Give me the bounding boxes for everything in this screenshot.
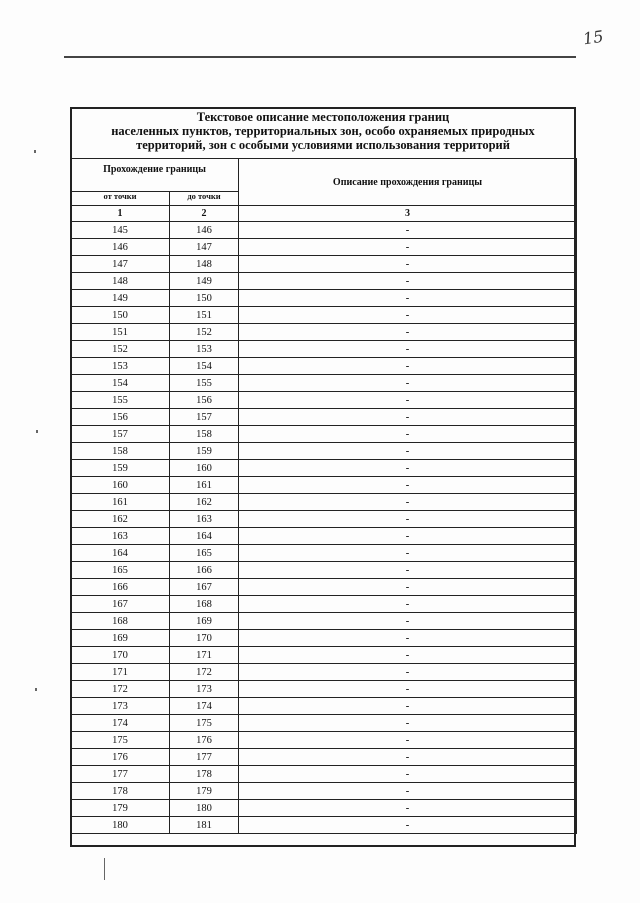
from-point-cell: 168 (71, 613, 170, 630)
description-cell: - (239, 732, 577, 749)
to-point-cell: 175 (170, 715, 239, 732)
table-row (71, 256, 577, 273)
from-point-cell: 167 (71, 596, 170, 613)
to-point-cell: 178 (170, 766, 239, 783)
description-cell: - (239, 375, 577, 392)
table-row (71, 681, 577, 698)
to-point-cell: 164 (170, 528, 239, 545)
description-cell: - (239, 766, 577, 783)
table-row (71, 545, 577, 562)
table-row (71, 766, 577, 783)
description-cell: - (239, 528, 577, 545)
to-point-cell: 157 (170, 409, 239, 426)
from-point-cell: 153 (71, 358, 170, 375)
title-line: Текстовое описание местоположения границ (196, 110, 450, 124)
table-row (71, 375, 577, 392)
description-cell: - (239, 630, 577, 647)
from-point-cell: 161 (71, 494, 170, 511)
from-point-cell: 176 (71, 749, 170, 766)
table-row (71, 273, 577, 290)
description-cell: - (239, 596, 577, 613)
to-point-cell: 174 (170, 698, 239, 715)
description-cell: - (239, 290, 577, 307)
from-point-cell: 180 (71, 817, 170, 834)
description-cell: - (239, 664, 577, 681)
table-row (71, 307, 577, 324)
table-row (71, 783, 577, 800)
table-row (71, 596, 577, 613)
to-point-cell: 169 (170, 613, 239, 630)
description-cell: - (239, 256, 577, 273)
to-point-cell: 151 (170, 307, 239, 324)
description-cell: - (239, 647, 577, 664)
description-header: Описание прохождения границы (239, 159, 577, 206)
to-point-cell: 170 (170, 630, 239, 647)
title-line: населенных пунктов, территориальных зон, особо охраняемых природных (111, 124, 535, 138)
from-point-cell: 170 (71, 647, 170, 664)
from-point-cell: 145 (71, 222, 170, 239)
to-point-cell: 165 (170, 545, 239, 562)
table-row (71, 222, 577, 239)
from-point-cell: 165 (71, 562, 170, 579)
table-row (71, 579, 577, 596)
to-point-cell: 180 (170, 800, 239, 817)
title-line: территорий, зон с особыми условиями использования территорий (136, 138, 510, 152)
table-row (71, 817, 577, 834)
to-point-cell: 158 (170, 426, 239, 443)
to-point-cell: 161 (170, 477, 239, 494)
to-point-cell: 148 (170, 256, 239, 273)
from-point-cell: 154 (71, 375, 170, 392)
description-cell: - (239, 817, 577, 834)
from-point-cell: 164 (71, 545, 170, 562)
from-point-cell: 179 (71, 800, 170, 817)
description-cell: - (239, 545, 577, 562)
from-point-cell: 147 (71, 256, 170, 273)
table-row (71, 392, 577, 409)
to-point-header: до точки (170, 192, 239, 206)
to-point-cell: 168 (170, 596, 239, 613)
description-cell: - (239, 715, 577, 732)
from-point-cell: 149 (71, 290, 170, 307)
from-point-cell: 172 (71, 681, 170, 698)
description-cell: - (239, 749, 577, 766)
to-point-cell: 162 (170, 494, 239, 511)
column-number: 3 (239, 206, 577, 222)
table-row (71, 749, 577, 766)
from-point-header: от точки (71, 192, 170, 206)
column-number: 1 (71, 206, 170, 222)
to-point-cell: 147 (170, 239, 239, 256)
description-cell: - (239, 307, 577, 324)
from-point-cell: 148 (71, 273, 170, 290)
table-row (71, 324, 577, 341)
description-cell: - (239, 460, 577, 477)
from-point-cell: 156 (71, 409, 170, 426)
description-cell: - (239, 698, 577, 715)
from-point-cell: 175 (71, 732, 170, 749)
to-point-cell: 146 (170, 222, 239, 239)
boundary-table (70, 158, 577, 834)
table-row (71, 511, 577, 528)
to-point-cell: 166 (170, 562, 239, 579)
to-point-cell: 156 (170, 392, 239, 409)
margin-scan-mark (36, 430, 38, 433)
description-cell: - (239, 579, 577, 596)
to-point-cell: 155 (170, 375, 239, 392)
description-cell: - (239, 426, 577, 443)
to-point-cell: 160 (170, 460, 239, 477)
description-cell: - (239, 477, 577, 494)
from-point-cell: 163 (71, 528, 170, 545)
to-point-cell: 172 (170, 664, 239, 681)
from-point-cell: 178 (71, 783, 170, 800)
to-point-cell: 153 (170, 341, 239, 358)
table-row (71, 477, 577, 494)
column-number: 2 (170, 206, 239, 222)
to-point-cell: 179 (170, 783, 239, 800)
to-point-cell: 163 (170, 511, 239, 528)
table-row (71, 732, 577, 749)
table-row (71, 664, 577, 681)
table-row (71, 341, 577, 358)
table-row (71, 613, 577, 630)
to-point-cell: 176 (170, 732, 239, 749)
from-point-cell: 171 (71, 664, 170, 681)
table-row (71, 358, 577, 375)
table-row (71, 715, 577, 732)
from-point-cell: 177 (71, 766, 170, 783)
table-row (71, 562, 577, 579)
from-point-cell: 155 (71, 392, 170, 409)
from-point-cell: 166 (71, 579, 170, 596)
description-cell: - (239, 800, 577, 817)
description-cell: - (239, 409, 577, 426)
table-row (71, 239, 577, 256)
table-row (71, 426, 577, 443)
description-cell: - (239, 222, 577, 239)
table-row (71, 290, 577, 307)
table-row (71, 800, 577, 817)
table-row (71, 494, 577, 511)
to-point-cell: 167 (170, 579, 239, 596)
description-cell: - (239, 681, 577, 698)
margin-scan-mark (35, 688, 37, 691)
description-cell: - (239, 511, 577, 528)
to-point-cell: 154 (170, 358, 239, 375)
from-point-cell: 173 (71, 698, 170, 715)
description-cell: - (239, 239, 577, 256)
from-point-cell: 152 (71, 341, 170, 358)
to-point-cell: 173 (170, 681, 239, 698)
margin-scan-mark (104, 858, 105, 880)
margin-scan-mark (34, 150, 36, 153)
from-point-cell: 158 (71, 443, 170, 460)
description-cell: - (239, 494, 577, 511)
description-cell: - (239, 324, 577, 341)
table-row (71, 647, 577, 664)
from-point-cell: 151 (71, 324, 170, 341)
description-cell: - (239, 358, 577, 375)
from-point-cell: 150 (71, 307, 170, 324)
description-cell: - (239, 613, 577, 630)
to-point-cell: 152 (170, 324, 239, 341)
to-point-cell: 149 (170, 273, 239, 290)
document-title (72, 110, 574, 152)
from-point-cell: 159 (71, 460, 170, 477)
table-row (71, 409, 577, 426)
from-point-cell: 146 (71, 239, 170, 256)
table-row (71, 528, 577, 545)
table-row (71, 630, 577, 647)
from-point-cell: 160 (71, 477, 170, 494)
table-row (71, 460, 577, 477)
table-row (71, 443, 577, 460)
description-cell: - (239, 562, 577, 579)
page-number: 15 (581, 26, 605, 49)
description-cell: - (239, 392, 577, 409)
from-point-cell: 169 (71, 630, 170, 647)
to-point-cell: 159 (170, 443, 239, 460)
description-cell: - (239, 273, 577, 290)
description-cell: - (239, 783, 577, 800)
description-cell: - (239, 443, 577, 460)
group-header: Прохождение границы (71, 159, 239, 192)
to-point-cell: 150 (170, 290, 239, 307)
header-rule (64, 56, 576, 58)
from-point-cell: 157 (71, 426, 170, 443)
from-point-cell: 174 (71, 715, 170, 732)
to-point-cell: 181 (170, 817, 239, 834)
to-point-cell: 171 (170, 647, 239, 664)
from-point-cell: 162 (71, 511, 170, 528)
to-point-cell: 177 (170, 749, 239, 766)
table-row (71, 698, 577, 715)
description-cell: - (239, 341, 577, 358)
